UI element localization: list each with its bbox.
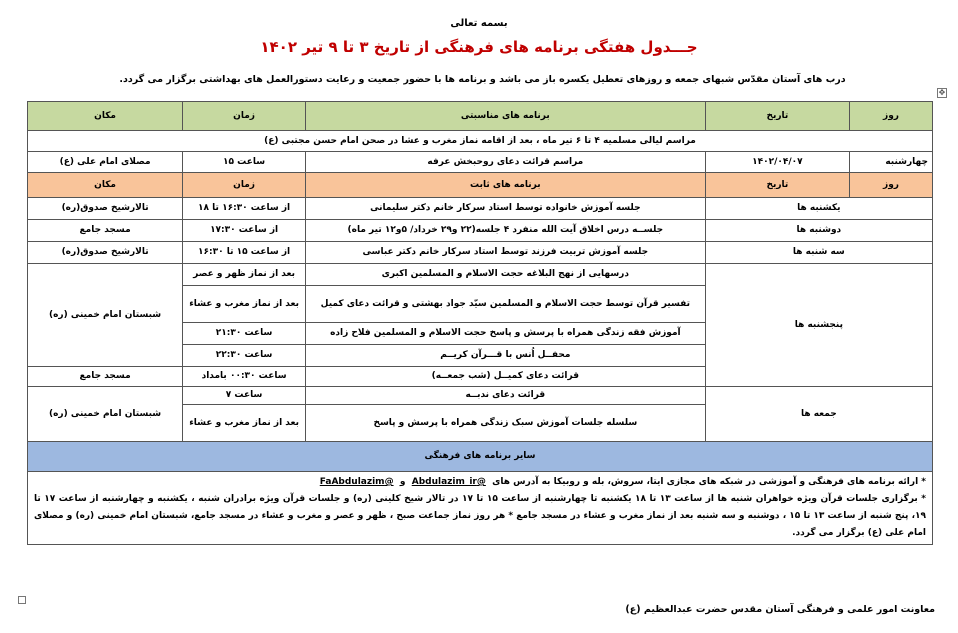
notes-line-1-prefix: * ارائه برنامه های فرهنگی و آموزشی در شبکه های مجازی ایتا، سروش، بله و روبیکا به آدرس های (492, 477, 926, 487)
tuesday-place: تالارشیخ صدوق(ره) (28, 242, 183, 264)
intro-text: درب های آستان مقدّس شبهای جمعه و روزهای تعطیل یکسره باز می باشد و برنامه ها با حضور جمعیت و رعایت دستورالعمل های بهداشتی برگزار می گردد. (119, 74, 846, 85)
fixed-header-row (28, 173, 933, 198)
other-programs-title: سایر برنامه های فرهنگی (28, 442, 933, 472)
thursday-place-b: مسجد جامع (28, 367, 183, 387)
schedule-table (27, 101, 933, 545)
thursday-program-3: آموزش فقه زندگی همراه با پرسش و پاسخ حجت الاسلام و المسلمین فلاح زاده (305, 323, 705, 345)
friday-place: شبستان امام خمینی (ره) (28, 387, 183, 442)
thursday-time-3: ساعت ۲۱:۳۰ (183, 323, 306, 345)
abdulazim-handle-link[interactable]: @Abdulazim_ir (411, 477, 486, 487)
friday-program-2: سلسله جلسات آموزش سبک زندگی همراه با پرسش و پاسخ (305, 405, 705, 442)
bismillah-heading: بسمه تعالی (450, 18, 508, 29)
occasion-note: مراسم لیالی مسلمیه ۴ تا ۶ تیر ماه ، بعد از اقامه نماز مغرب و عشا در صحن امام حسن مجتبی (ع) (28, 131, 933, 152)
header-place: مکان (28, 173, 183, 198)
friday-time-2: بعد از نماز مغرب و عشاء (183, 405, 306, 442)
thursday-place-a: شبستان امام خمینی (ره) (28, 264, 183, 367)
occasion-day: چهارشنبه (850, 152, 933, 173)
occasion-place: مصلای امام علی (ع) (28, 152, 183, 173)
occasion-date: ۱۴۰۲/۰۴/۰۷ (705, 152, 849, 173)
friday-day: جمعه ها (705, 387, 932, 442)
notes-line-2: * برگزاری جلسات قرآن ویژه خواهران شنبه ها از ساعت ۱۳ تا ۱۸ یکشنبه تا چهارشنبه از ساعت ۱۵ تا ۱۷ در تالار شیخ کلینی (ره) و جلسات قرآن ویژه برادران شنبه ، یکشنبه و چهارشنبه از ساعت ۱۷ تا ۱۹، پنج شنبه از ساعت ۱۳ تا ۱۵ ، دوشنبه و سه شنبه بعد از نماز مغرب و عشاء در مسجد جامع * هر روز نماز جماعت صبح ، ظهر و عصر و مغرب و عشاء در مسجد جامع، شبستان امام خمینی (ره) و مصلای امام علی (ع) برگزار می گردد. (34, 494, 927, 538)
notes-line-1 (34, 474, 926, 491)
occasion-header-row (28, 102, 933, 131)
faabdulazim-handle-link[interactable]: @FaAbdulazim (319, 477, 394, 487)
table-row (28, 198, 933, 220)
header-program: برنامه های ثابت (305, 173, 705, 198)
page-title: جـــدول هفتگی برنامه های فرهنگی از تاریخ ۳ تا ۹ تیر ۱۴۰۲ (260, 38, 698, 56)
table-row (28, 220, 933, 242)
sunday-program: جلسه آموزش خانواده توسط استاد سرکار خانم دکتر سلیمانی (305, 198, 705, 220)
table-row (28, 472, 933, 545)
thursday-time-5: ساعت ۰۰:۳۰ بامداد (183, 367, 306, 387)
other-programs-header-row (28, 442, 933, 472)
monday-day: دوشنبه ها (705, 220, 932, 242)
thursday-program-5: قرائت دعای کمیــل (شب جمعــه) (305, 367, 705, 387)
table-row (28, 242, 933, 264)
table-resize-handle-icon[interactable] (18, 596, 26, 604)
occasion-program: مراسم قرائت دعای روحبخش عرفه (305, 152, 705, 173)
tuesday-program: جلسه آموزش تربیت فرزند توسط استاد سرکار خانم دکتر عباسی (305, 242, 705, 264)
thursday-time-4: ساعت ۲۲:۳۰ (183, 345, 306, 367)
thursday-day: پنجشنبه ها (705, 264, 932, 387)
header-time: زمان (183, 173, 306, 198)
monday-time: از ساعت ۱۷:۳۰ (183, 220, 306, 242)
header-place: مکان (28, 102, 183, 131)
notes-and: و (399, 477, 406, 487)
monday-program: جلســه درس اخلاق آیت الله منفرد ۴ جلسه(۲۲ و۲۹ خرداد/ ۵و۱۲ تیر ماه) (305, 220, 705, 242)
thursday-program-4: محفــل اُنس با قـــرآن کریــم (305, 345, 705, 367)
tuesday-day: سه شنبه ها (705, 242, 932, 264)
header-program: برنامه های مناسبتی (305, 102, 705, 131)
table-row (28, 131, 933, 152)
header-date: تاریخ (705, 173, 849, 198)
sunday-place: تالارشیخ صدوق(ره) (28, 198, 183, 220)
tuesday-time: از ساعت ۱۵ تا ۱۶:۳۰ (183, 242, 306, 264)
table-row (28, 152, 933, 173)
friday-program-1: قرائت دعای ندبــه (305, 387, 705, 405)
header-time: زمان (183, 102, 306, 131)
table-row (28, 387, 933, 405)
thursday-time-1: بعد از نماز ظهر و عصر (183, 264, 306, 286)
table-move-handle-icon[interactable]: ✥ (938, 88, 946, 97)
sunday-day: یکشنبه ها (705, 198, 932, 220)
thursday-program-1: درسهایی از نهج البلاغه حجت الاسلام و المسلمین اکبری (305, 264, 705, 286)
header-day: روز (850, 173, 933, 198)
footer-signature: معاونت امور علمی و فرهنگی آستان مقدس حضرت عبدالعظیم (ع) (625, 604, 935, 615)
friday-time-1: ساعت ۷ (183, 387, 306, 405)
other-programs-notes (28, 472, 933, 545)
thursday-time-2: بعد از نماز مغرب و عشاء (183, 286, 306, 323)
header-day: روز (850, 102, 933, 131)
occasion-time: ساعت ۱۵ (183, 152, 306, 173)
table-row (28, 264, 933, 286)
monday-place: مسجد جامع (28, 220, 183, 242)
thursday-program-2: تفسیر قرآن توسط حجت الاسلام و المسلمین سیّد جواد بهشتی و قرائت دعای کمیل (305, 286, 705, 323)
header-date: تاریخ (705, 102, 849, 131)
sunday-time: از ساعت ۱۶:۳۰ تا ۱۸ (183, 198, 306, 220)
